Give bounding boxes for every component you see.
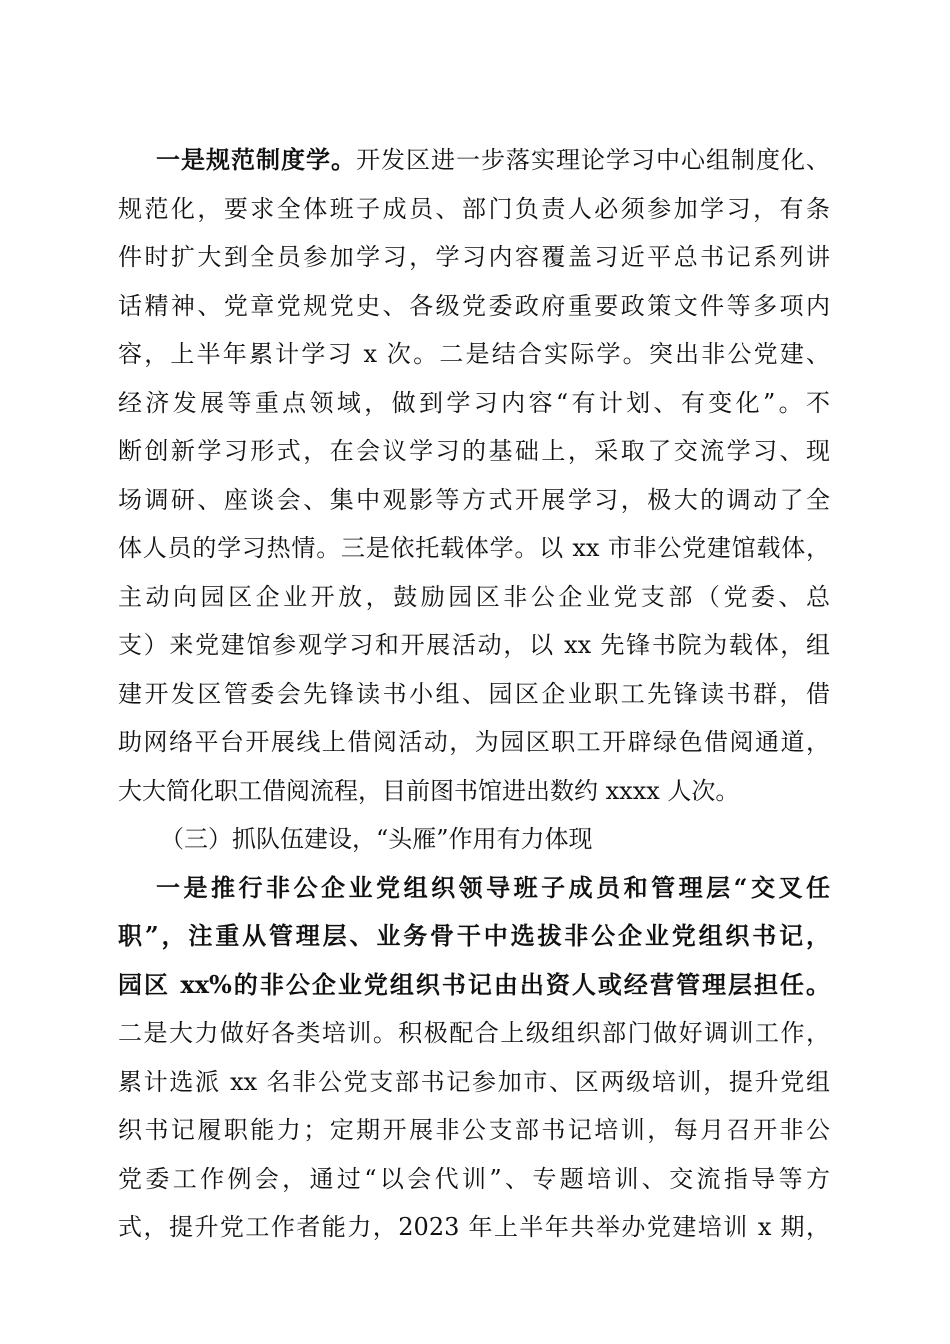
line-text: 织书记履职能力；定期开展非公支部书记培训，每月召开非公 <box>118 1116 830 1144</box>
line-text: 党委工作例会，通过“以会代训”、专题培训、交流指导等方 <box>118 1164 830 1193</box>
line-text: 支）来党建馆参观学习和开展活动，以 xx 先锋书院为载体，组 <box>118 631 830 659</box>
line-text: 积极配合上级组织部门做好调训工作， <box>398 1019 830 1047</box>
paragraph-line <box>118 912 830 961</box>
line-text: 断创新学习形式，在会议学习的基础上，采取了交流学习、现 <box>118 437 830 465</box>
lead-phrase: 三是依托载体学。 <box>340 534 540 562</box>
paragraph-line <box>118 767 830 816</box>
line-text: 园区 xx%的非公企业党组织书记由出资人或经营管理层担任。 <box>118 969 830 999</box>
paragraph-line <box>118 864 830 913</box>
line-text: 容，上半年累计学习 x 次。 <box>118 340 440 368</box>
line-text: 大大简化职工借阅流程，目前图书馆进出数约 xxxx 人次。 <box>118 776 740 805</box>
paragraph-line <box>118 185 830 234</box>
paragraph-line <box>118 670 830 719</box>
line-text: 累计选派 xx 名非公党支部书记参加市、区两级培训，提升党组 <box>118 1067 830 1096</box>
lead-phrase: 二是大力做好各类培训。 <box>118 1019 399 1047</box>
line-text: 件时扩大到全员参加学习，学习内容覆盖习近平总书记系列讲 <box>118 243 830 271</box>
line-text: 式，提升党工作者能力，2023 年上半年共举办党建培训 x 期， <box>118 1213 830 1241</box>
paragraph-line <box>118 573 830 622</box>
lead-phrase: 一是规范制度学。 <box>156 145 356 174</box>
paragraph-line <box>118 1106 830 1155</box>
section-heading <box>118 815 830 864</box>
line-text: 体人员的学习热情。 <box>118 534 341 562</box>
paragraph-line <box>118 233 830 282</box>
document-body <box>118 136 830 1252</box>
line-text: 一是推行非公企业党组织领导班子成员和管理层“交叉任 <box>156 872 830 902</box>
paragraph-line <box>118 1058 830 1107</box>
paragraph-line <box>118 136 830 185</box>
paragraph-line <box>118 476 830 525</box>
paragraph-line <box>118 524 830 573</box>
line-text: 主动向园区企业开放，鼓励园区非公企业党支部（党委、总 <box>118 582 830 611</box>
lead-phrase: 二是结合实际学。 <box>439 340 649 368</box>
paragraph-line <box>118 718 830 767</box>
paragraph-line <box>118 282 830 331</box>
line-text: 建开发区管委会先锋读书小组、园区企业职工先锋读书群，借 <box>118 679 830 708</box>
line-text: 场调研、座谈会、集中观影等方式开展学习，极大的调动了全 <box>118 485 830 514</box>
paragraph-line <box>118 1155 830 1204</box>
line-text: 职”，注重从管理层、业务骨干中选拔非公企业党组织书记， <box>118 921 830 950</box>
heading-text: （三）抓队伍建设，“头雁”作用有力体现 <box>160 825 593 853</box>
line-text: 以 xx 市非公党建馆载体， <box>539 534 831 562</box>
line-text: 助网络平台开展线上借阅活动，为园区职工开辟绿色借阅通道， <box>118 728 830 756</box>
paragraph-line <box>118 1009 830 1058</box>
line-text: 开发区进一步落实理论学习中心组制度化、 <box>356 146 830 174</box>
paragraph-line <box>118 1203 830 1252</box>
line-text: 规范化，要求全体班子成员、部门负责人必须参加学习，有条 <box>118 194 830 223</box>
line-text: 经济发展等重点领域，做到学习内容“有计划、有变化”。不 <box>118 388 830 417</box>
paragraph-line <box>118 621 830 670</box>
paragraph-line <box>118 961 830 1010</box>
paragraph-line <box>118 330 830 379</box>
line-text: 突出非公党建、 <box>648 340 831 368</box>
line-text: 话精神、党章党规党史、各级党委政府重要政策文件等多项内 <box>118 291 830 320</box>
paragraph-line <box>118 379 830 428</box>
paragraph-line <box>118 427 830 476</box>
